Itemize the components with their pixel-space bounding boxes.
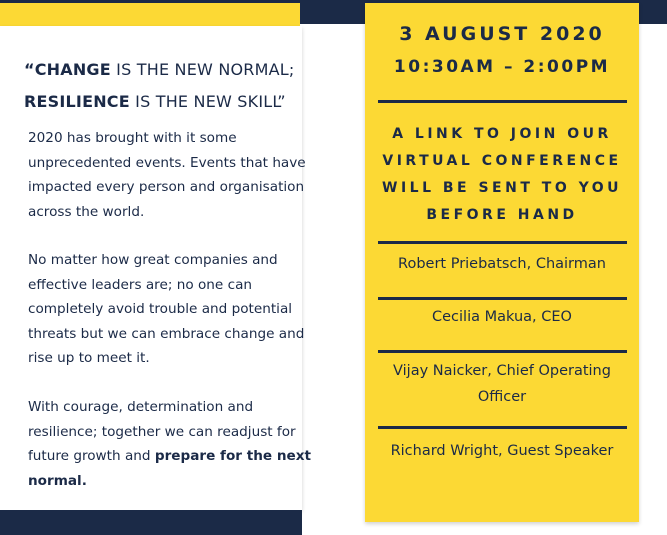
event-time: 10:30AM – 2:00PM [393, 57, 611, 77]
divider [378, 350, 627, 353]
divider [378, 241, 627, 244]
speaker-item: Vijay Naicker, Chief Operating Officer [393, 363, 611, 405]
virtual-link-notice: A LINK TO JOIN OUR VIRTUAL CONFERENCE WILL BE SENT TO YOU BEFORE HAND [382, 126, 622, 223]
quote-rest-1: IS THE NEW NORMAL; [110, 60, 295, 79]
quote-line-2 [24, 86, 324, 118]
quote-open-mark: “ [24, 60, 35, 79]
quote-heading [24, 54, 324, 118]
event-date: 3 AUGUST 2020 [399, 23, 605, 45]
quote-line-1 [24, 54, 324, 86]
speaker-item: Robert Priebatsch, Chairman [398, 256, 606, 272]
event-card [365, 3, 639, 522]
top-yellow-strip [0, 3, 300, 26]
quote-rest-2: IS THE NEW SKILL” [129, 92, 286, 111]
divider [378, 426, 627, 429]
divider [378, 100, 627, 103]
speaker-item: Cecilia Makua, CEO [432, 309, 572, 325]
divider [378, 297, 627, 300]
body-paragraph-3 [28, 395, 313, 493]
quote-word-change: CHANGE [34, 60, 111, 79]
paragraph-3-text: With courage, determination and resilience; together we can readjust for future growth and [28, 399, 296, 464]
speaker-item: Richard Wright, Guest Speaker [390, 443, 614, 459]
bottom-navy-bar [0, 510, 302, 535]
quote-word-resilience: RESILIENCE [24, 92, 130, 111]
body-paragraph-2: No matter how great companies and effective leaders are; no one can completely avoid trouble and potential threats but we can embrace change and rise up to meet it. [28, 252, 305, 366]
paragraph-3-bold: prepare for the next normal. [28, 448, 312, 489]
body-paragraph-1: 2020 has brought with it some unprecedented events. Events that have impacted every person and organisation across the world. [28, 130, 306, 220]
